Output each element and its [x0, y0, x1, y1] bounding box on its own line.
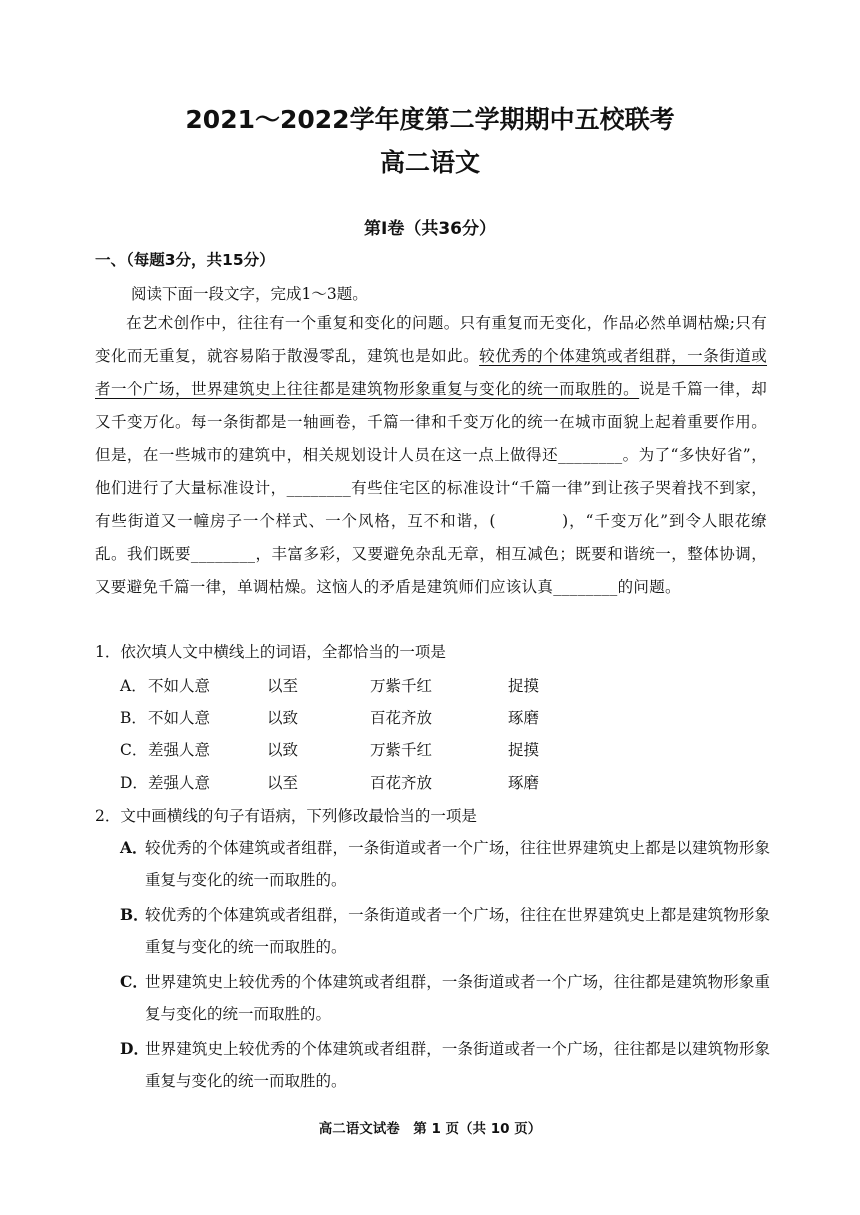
option-word: 琢磨	[508, 709, 540, 727]
option-word: 琢磨	[508, 774, 540, 792]
option-label: B．	[120, 709, 147, 727]
question-2-option-b	[120, 899, 770, 963]
part-heading: 一、（每题3分，共15分）	[95, 251, 275, 269]
passage-text-1: 在艺术创作中，往往有一个重复和变化的问题。只有重复而无变化，作品必然单调枯燥;只有变化而无重复，就容易陷于散漫零乱，建筑也是如此。	[95, 314, 767, 365]
option-word: 以致	[267, 709, 299, 727]
option-word: 万紫千红	[370, 677, 433, 695]
question-2-option-a	[120, 832, 770, 896]
option-word: 以至	[267, 677, 299, 695]
question-2-option-c	[120, 966, 770, 1030]
option-word: 捉摸	[508, 741, 540, 759]
option-word: 以致	[267, 741, 299, 759]
option-text: 世界建筑史上较优秀的个体建筑或者组群，一条街道或者一个广场，往往都是以建筑物形象重复与变化的统一而取胜的。	[145, 1040, 770, 1090]
option-label: A．	[120, 677, 147, 695]
option-word: 百花齐放	[370, 709, 433, 727]
option-word: 以至	[267, 774, 299, 792]
option-word: 不如人意	[148, 709, 211, 727]
option-word: 不如人意	[148, 677, 211, 695]
section-heading: 第Ⅰ卷（共36分）	[364, 219, 496, 239]
option-word: 捉摸	[508, 677, 540, 695]
exam-title: 2021～2022学年度第二学期期中五校联考	[185, 105, 675, 134]
underlined-sentence: 较优秀的个体建筑或者组群，一条街道或者一个广场，世界建筑史上往往都是建筑物形象重复与变化的统一而取胜的。	[95, 347, 768, 398]
question-1-stem: 1．依次填人文中横线上的词语，全都恰当的一项是	[95, 643, 446, 661]
exam-subject: 高二语文	[379, 148, 480, 177]
option-label: C．	[120, 741, 148, 759]
option-text: 世界建筑史上较优秀的个体建筑或者组群，一条街道或者一个广场，往往都是建筑物形象重复与变化的统一而取胜的。	[145, 973, 770, 1023]
option-label: D．	[120, 1039, 149, 1058]
option-word: 差强人意	[148, 774, 211, 792]
reading-passage	[95, 307, 767, 604]
option-label: D．	[120, 774, 148, 792]
passage-text-2: 说是千篇一律，却又千变万化。每一条街都是一轴画卷，千篇一律和千变万化的统一在城市面貌上起着重要作用。但是，在一些城市的建筑中，相关规划设计人员在这一点上做得还________。为了“多快好省”，他们进行了大量标准设计，________有些住宅区的标准设计“千篇一律”到让孩子哭着找不到家，有些街道又一幢房子一个样式、一个风格，互不和谐，( )，“千变万化”到令人眼花缭乱。我们既要________，丰富多彩，又要避免杂乱无章，相互减色；既要和谐统一，整体协调，又要避免千篇一律，单调枯燥。这恼人的矛盾是建筑师们应该认真________的问题。	[95, 380, 768, 596]
option-text: 较优秀的个体建筑或者组群，一条街道或者一个广场，往往世界建筑史上都是以建筑物形象重复与变化的统一而取胜的。	[145, 839, 770, 889]
option-label: B．	[120, 905, 149, 924]
question-2-option-d	[120, 1033, 770, 1097]
option-text: 较优秀的个体建筑或者组群，一条街道或者一个广场，往往在世界建筑史上都是建筑物形象重复与变化的统一而取胜的。	[145, 906, 770, 956]
option-word: 万紫千红	[370, 741, 433, 759]
reading-instruction: 阅读下面一段文字，完成1～3题。	[131, 285, 368, 303]
option-word: 百花齐放	[370, 774, 433, 792]
option-label: A．	[120, 838, 148, 857]
question-2-stem: 2．文中画横线的句子有语病，下列修改最恰当的一项是	[95, 807, 477, 825]
option-label: C．	[120, 972, 148, 991]
page-footer: 高二语文试卷 第 1 页（共 10 页）	[318, 1121, 542, 1137]
option-word: 差强人意	[148, 741, 211, 759]
